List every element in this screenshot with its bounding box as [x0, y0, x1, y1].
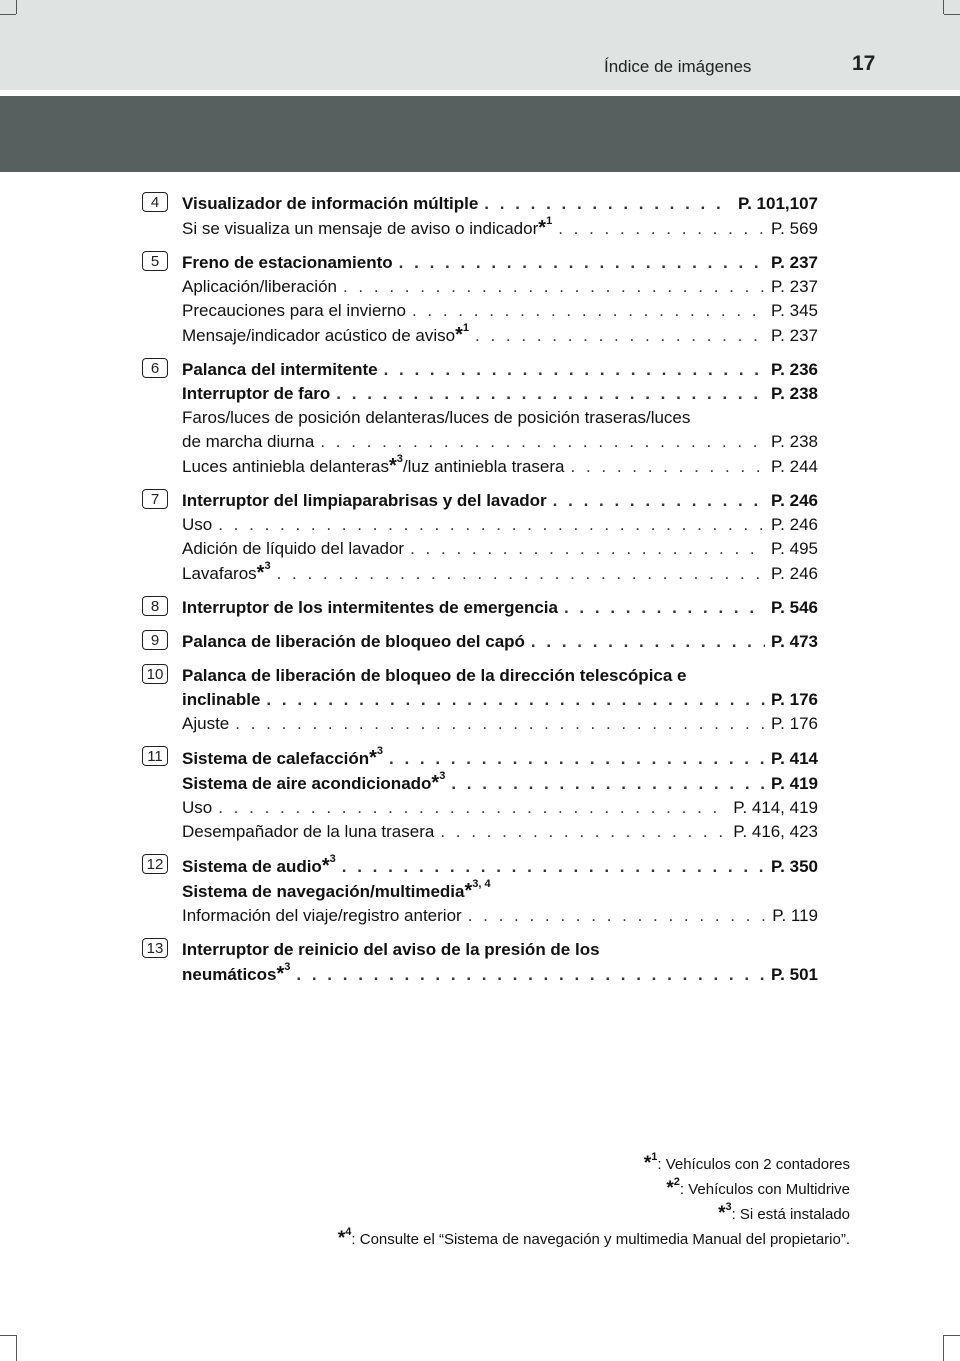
- page-reference: P. 101,107: [737, 194, 818, 213]
- leader-dots: [412, 299, 765, 323]
- entry-text: Interruptor del limpiaparabrisas y del lavador: [182, 491, 547, 510]
- asterisk-mark: *$^{3, 4}$: [464, 878, 491, 902]
- page-reference: P. 246: [771, 564, 818, 583]
- page-reference: P. 473: [771, 632, 818, 651]
- entry-text: Uso: [182, 798, 213, 817]
- index-section: [142, 746, 818, 844]
- index-entry: [182, 489, 818, 513]
- leader-dots: [235, 712, 765, 736]
- asterisk-mark: *$^3$: [388, 453, 403, 477]
- page-reference: P. 246: [771, 491, 818, 510]
- page-reference: P. 419: [771, 774, 818, 793]
- footnote-ref: 3, 4: [472, 878, 491, 891]
- entry-text: Luces antiniebla delanteras*$^3$/luz antiniebla trasera: [182, 453, 565, 477]
- footnote: [338, 1202, 850, 1227]
- leader-dots: [475, 324, 765, 348]
- index-entry: [182, 323, 818, 348]
- entry-text: Palanca de liberación de bloqueo de la dirección telescópica e: [182, 666, 687, 685]
- footnote-ref: 3: [396, 453, 403, 466]
- page-reference: P. 345: [771, 301, 818, 320]
- entry-text: Uso: [182, 515, 213, 534]
- footnote-text: : Vehículos con 2 contadores: [657, 1156, 850, 1173]
- section-number-badge: 13: [142, 938, 168, 958]
- leader-dots: [343, 275, 765, 299]
- leader-dots: [410, 537, 765, 561]
- entry-text: Freno de estacionamiento: [182, 253, 393, 272]
- entry-text: Interruptor de los intermitentes de emergencia: [182, 598, 558, 617]
- entry-text: Precauciones para el invierno: [182, 301, 406, 320]
- footnote: [338, 1227, 850, 1252]
- page-reference: P. 119: [772, 906, 818, 925]
- footnote-ref: 1: [462, 322, 470, 335]
- entry-text: Desempañador de la luna trasera: [182, 822, 435, 841]
- leader-dots: [218, 513, 765, 537]
- index-entry: [182, 382, 818, 406]
- crop-mark: [0, 14, 16, 15]
- entry-text: Lavafaros*$^3$: [182, 560, 271, 584]
- entry-text: Palanca del intermitente: [182, 360, 378, 379]
- page-reference: P. 176: [771, 714, 818, 733]
- leader-dots: [440, 820, 727, 844]
- asterisk-mark: *$^3$: [718, 1200, 732, 1224]
- footnote-ref: 3: [284, 961, 291, 974]
- index-entry: [182, 664, 818, 688]
- entry-text: Visualizador de información múltiple: [182, 194, 479, 213]
- page-reference: P. 546: [771, 598, 818, 617]
- index-section: [142, 630, 818, 654]
- entry-text: Faros/luces de posición delanteras/luces de posición traseras/luces: [182, 408, 691, 427]
- footnote-text: : Si está instalado: [731, 1206, 850, 1223]
- index-entry: [182, 746, 818, 771]
- entry-text: Si se visualiza un mensaje de aviso o indicador*$^1$: [182, 215, 553, 239]
- index-entry: [182, 513, 818, 537]
- entry-text: de marcha diurna: [182, 432, 315, 451]
- page-reference: P. 238: [771, 432, 818, 451]
- leader-dots: [399, 251, 765, 275]
- asterisk-mark: *$^3$: [431, 770, 446, 794]
- leader-dots: [296, 963, 765, 987]
- index-section: [142, 664, 818, 736]
- section-number-badge: 5: [142, 251, 168, 271]
- section-number-badge: 11: [142, 746, 168, 766]
- leader-dots: [564, 596, 765, 620]
- section-number-badge: 10: [142, 664, 168, 684]
- index-entry: [182, 251, 818, 275]
- entry-text: Información del viaje/registro anterior: [182, 906, 462, 925]
- crop-mark: [944, 1335, 960, 1336]
- index-entry: [182, 596, 818, 620]
- page-reference: P. 176: [771, 690, 818, 709]
- index-entry: [182, 406, 818, 430]
- asterisk-mark: *$^2$: [666, 1175, 680, 1199]
- section-number-badge: 4: [142, 192, 168, 212]
- index-entry: [182, 771, 818, 796]
- asterisk-mark: *$^1$: [455, 322, 470, 346]
- leader-dots: [336, 382, 765, 406]
- crop-mark: [944, 14, 960, 15]
- crop-mark: [943, 1335, 944, 1361]
- section-number-badge: 6: [142, 358, 168, 378]
- leader-dots: [553, 489, 765, 513]
- section-number-badge: 12: [142, 854, 168, 874]
- index-entry: [182, 962, 818, 987]
- crop-mark: [943, 0, 944, 14]
- leader-dots: [320, 430, 765, 454]
- page-reference: P. 414, 419: [733, 798, 818, 817]
- index-entry: [182, 938, 818, 962]
- leader-dots: [389, 747, 765, 771]
- leader-dots: [266, 688, 765, 712]
- page-reference: P. 236: [771, 360, 818, 379]
- index-entry: [182, 854, 818, 879]
- crop-mark: [0, 1335, 16, 1336]
- leader-dots: [558, 217, 765, 241]
- page-reference: P. 244: [771, 457, 818, 476]
- index-list: [142, 192, 818, 997]
- index-section: [142, 596, 818, 620]
- leader-dots: [468, 904, 767, 928]
- index-entry: [182, 430, 818, 454]
- footnote: [338, 1152, 850, 1177]
- entry-text: Sistema de calefacción*$^3$: [182, 745, 384, 769]
- page-reference: P. 569: [771, 219, 818, 238]
- index-entry: [182, 454, 818, 479]
- index-entry: [182, 879, 818, 904]
- page-reference: P. 237: [771, 326, 818, 345]
- index-entry: [182, 358, 818, 382]
- entry-text: Sistema de navegación/multimedia*$^{3, 4}$: [182, 878, 491, 902]
- page-number: 17: [852, 52, 876, 75]
- leader-dots: [571, 455, 766, 479]
- index-section: [142, 854, 818, 928]
- index-entry: [182, 630, 818, 654]
- page-reference: P. 414: [771, 749, 818, 768]
- leader-dots: [531, 630, 765, 654]
- asterisk-mark: *$^3$: [256, 560, 271, 584]
- leader-dots: [484, 192, 732, 216]
- index-entry: [182, 275, 818, 299]
- leader-dots: [451, 772, 765, 796]
- entry-text: Interruptor de faro: [182, 384, 331, 403]
- entry-text: Mensaje/indicador acústico de aviso*$^1$: [182, 322, 470, 346]
- leader-dots: [384, 358, 765, 382]
- footnote: [338, 1177, 850, 1202]
- index-entry: [182, 561, 818, 586]
- asterisk-mark: *$^4$: [337, 1225, 352, 1249]
- entry-text: Aplicación/liberación: [182, 277, 337, 296]
- entry-text: Ajuste: [182, 714, 230, 733]
- entry-text: neumáticos*$^3$: [182, 961, 291, 985]
- leader-dots: [218, 796, 727, 820]
- footnote-text: : Consulte el “Sistema de navegación y multimedia Manual del propietario”.: [351, 1231, 850, 1248]
- section-number-badge: 7: [142, 489, 168, 509]
- entry-text: Interruptor de reinicio del aviso de la presión de los: [182, 940, 600, 959]
- asterisk-mark: *$^1$: [538, 215, 553, 239]
- header-band: [0, 0, 960, 90]
- page-reference: P. 495: [771, 539, 818, 558]
- index-entry: [182, 192, 818, 216]
- asterisk-mark: *$^1$: [643, 1150, 658, 1174]
- index-section: [142, 489, 818, 586]
- page-reference: P. 501: [771, 965, 818, 984]
- index-section: [142, 938, 818, 987]
- crop-mark: [16, 1335, 17, 1361]
- leader-dots: [342, 855, 765, 879]
- asterisk-mark: *$^3$: [369, 745, 384, 769]
- entry-text: Sistema de aire acondicionado*$^3$: [182, 770, 446, 794]
- entry-text: inclinable: [182, 690, 261, 709]
- index-section: [142, 358, 818, 479]
- entry-text: Sistema de audio*$^3$: [182, 853, 336, 877]
- index-entry: [182, 820, 818, 844]
- index-entry: [182, 299, 818, 323]
- index-section: [142, 192, 818, 241]
- page-reference: P. 246: [771, 515, 818, 534]
- footnote-ref: 1: [546, 215, 553, 228]
- crop-mark: [16, 0, 17, 14]
- index-entry: [182, 537, 818, 561]
- section-number-badge: 8: [142, 596, 168, 616]
- footnotes: [338, 1152, 850, 1252]
- footnote-ref: 3: [439, 770, 446, 783]
- page-reference: P. 350: [771, 857, 818, 876]
- page-reference: P. 416, 423: [733, 822, 818, 841]
- index-section: [142, 251, 818, 348]
- entry-text: Adición de líquido del lavador: [182, 539, 405, 558]
- footnote-text: : Vehículos con Multidrive: [679, 1181, 850, 1198]
- index-entry: [182, 216, 818, 241]
- page-reference: P. 238: [771, 384, 818, 403]
- leader-dots: [277, 562, 765, 586]
- header-dark-band: [0, 96, 960, 172]
- index-entry: [182, 712, 818, 736]
- footnote-ref: 3: [329, 853, 336, 866]
- index-entry: [182, 796, 818, 820]
- asterisk-mark: *$^3$: [321, 853, 336, 877]
- entry-text: Palanca de liberación de bloqueo del capó: [182, 632, 525, 651]
- asterisk-mark: *$^3$: [276, 961, 291, 985]
- index-entry: [182, 688, 818, 712]
- page-title: Índice de imágenes: [604, 57, 752, 76]
- page-reference: P. 237: [771, 277, 818, 296]
- footnote-ref: 3: [264, 560, 271, 573]
- section-number-badge: 9: [142, 630, 168, 650]
- footnote-ref: 3: [376, 745, 384, 758]
- page-reference: P. 237: [771, 253, 818, 272]
- index-entry: [182, 904, 818, 928]
